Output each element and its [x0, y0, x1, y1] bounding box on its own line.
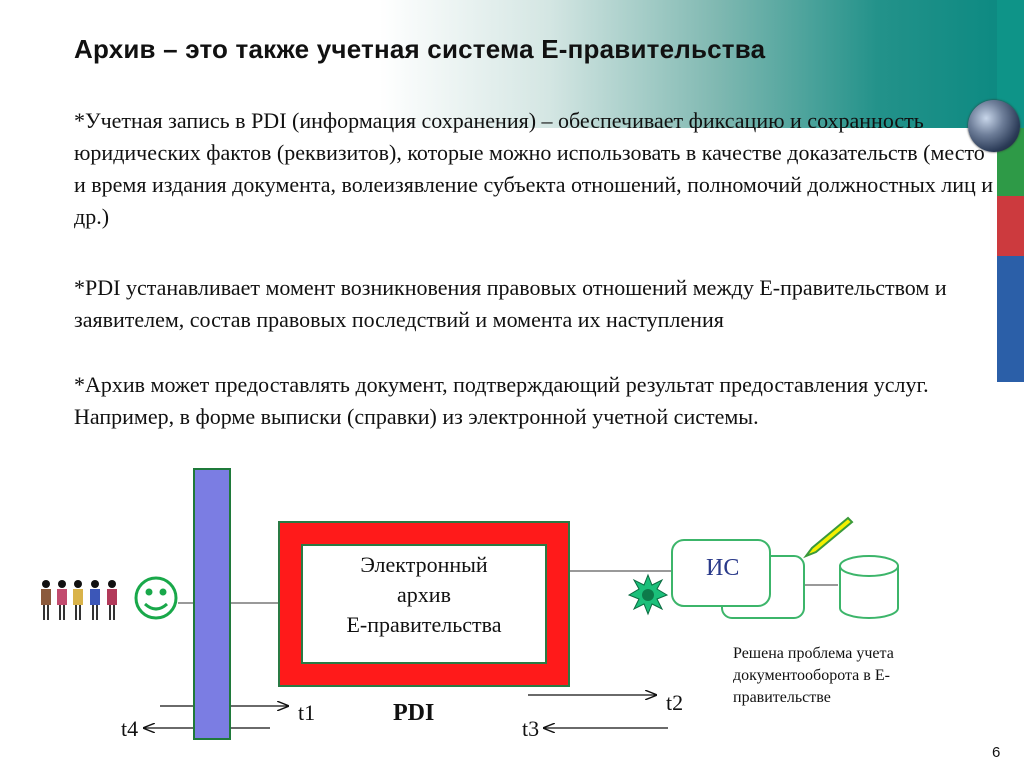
t3-label: t3 [522, 716, 540, 741]
archive-label-box [301, 544, 547, 664]
pencil-icon [806, 518, 852, 556]
note-text: Решена проблема учета документооборота в Е-правительстве [733, 645, 894, 706]
slide-title: Архив – это также учетная система Е-правительства [74, 34, 766, 64]
archive-line-3: Е-правительства [346, 612, 502, 637]
archive-frame [278, 521, 570, 687]
smiley-icon [136, 578, 176, 618]
t4-label: t4 [121, 716, 139, 741]
t1-label: t1 [298, 700, 316, 725]
egov-pillar [193, 468, 231, 740]
paragraph-3: *Архив может предоставлять документ, подтверждающий результат предоставления услуг. Например, в форме выписки (справки) из электронной учетной системы. [74, 372, 929, 429]
archive-line-2: архив [397, 582, 451, 607]
pdi-label: PDI [393, 700, 435, 726]
paragraph-1: *Учетная запись в PDI (информация сохранения) – обеспечивает фиксацию и сохранность юридических фактов (реквизитов), которые можно использовать в качестве доказательств (место и время издания документа, волеизявление субъекта отношений, полномочий должностных лиц и др.) [74, 108, 994, 229]
slide-number: 6 [992, 744, 1001, 761]
database-icon [840, 556, 898, 618]
paragraph-2: *PDI устанавливает момент возникновения правовых отношений между Е-правительством и заявителем, состав правовых последствий и момента их наступления [74, 275, 947, 332]
archive-line-1: Электронный [360, 552, 488, 577]
people-group-icon [41, 580, 117, 620]
star-burst-icon [629, 575, 667, 614]
is-label: ИС [706, 555, 740, 581]
t2-label: t2 [666, 690, 684, 715]
